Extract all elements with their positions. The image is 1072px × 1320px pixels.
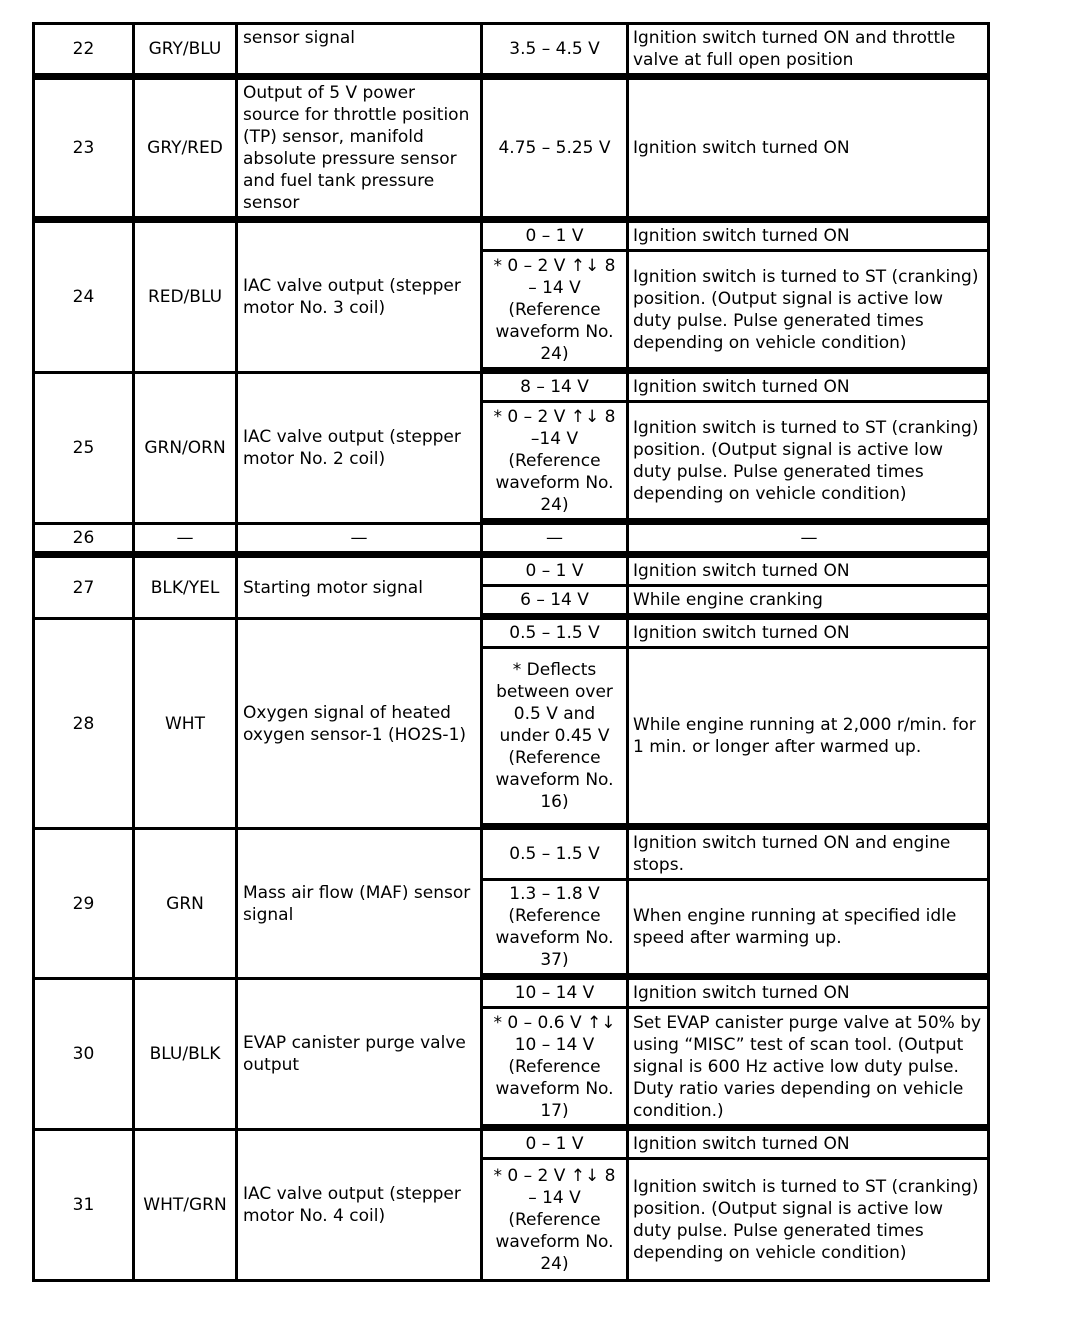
wire-color-cell: GRY/RED	[135, 80, 238, 223]
circuit-cell: IAC valve output (stepper motor No. 3 coil)	[238, 223, 483, 374]
pin-number-cell: 22	[35, 25, 135, 80]
condition-cell: While engine running at 2,000 r/min. for 1 min. or longer after warmed up.	[629, 649, 990, 830]
standard-voltage-cell: 4.75 – 5.25 V	[483, 80, 629, 223]
standard-voltage-cell: 3.5 – 4.5 V	[483, 25, 629, 80]
standard-voltage-cell: * 0 – 0.6 V ↑↓ 10 – 14 V (Reference waveform No. 17)	[483, 1009, 629, 1131]
standard-voltage-cell: —	[483, 525, 629, 558]
table-row	[35, 558, 990, 587]
circuit-cell: Oxygen signal of heated oxygen sensor-1 (HO2S-1)	[238, 620, 483, 830]
table-row	[35, 525, 990, 558]
standard-voltage-cell: * 0 – 2 V ↑↓ 8 – 14 V (Reference waveform No. 24)	[483, 252, 629, 374]
condition-cell: Ignition switch is turned to ST (cranking) position. (Output signal is active low duty pulse. Pulse generated times depending on vehicle condition)	[629, 1160, 990, 1282]
standard-voltage-cell: 0 – 1 V	[483, 1131, 629, 1160]
condition-cell: Ignition switch turned ON	[629, 80, 990, 223]
standard-voltage-cell: 1.3 – 1.8 V (Reference waveform No. 37)	[483, 881, 629, 980]
circuit-cell: —	[238, 525, 483, 558]
standard-voltage-cell: * 0 – 2 V ↑↓ 8 – 14 V (Reference waveform No. 24)	[483, 1160, 629, 1282]
pin-number-cell: 29	[35, 830, 135, 980]
terminal-specification-sheet	[32, 22, 990, 1282]
wire-color-cell: GRY/BLU	[135, 25, 238, 80]
wire-color-cell: WHT	[135, 620, 238, 830]
wire-color-cell: GRN	[135, 830, 238, 980]
circuit-cell: IAC valve output (stepper motor No. 4 coil)	[238, 1131, 483, 1282]
wire-color-cell: BLU/BLK	[135, 980, 238, 1131]
pin-number-cell: 28	[35, 620, 135, 830]
standard-voltage-cell: 10 – 14 V	[483, 980, 629, 1009]
condition-cell: Ignition switch is turned to ST (cranking) position. (Output signal is active low duty pulse. Pulse generated times depending on vehicle condition)	[629, 252, 990, 374]
wire-color-cell: BLK/YEL	[135, 558, 238, 620]
pin-number-cell: 25	[35, 374, 135, 525]
pin-number-cell: 31	[35, 1131, 135, 1282]
circuit-cell: Starting motor signal	[238, 558, 483, 620]
condition-cell: Ignition switch is turned to ST (cranking) position. (Output signal is active low duty pulse. Pulse generated times depending on vehicle condition)	[629, 403, 990, 525]
table-row	[35, 80, 990, 223]
standard-voltage-cell: * 0 – 2 V ↑↓ 8 –14 V (Reference waveform No. 24)	[483, 403, 629, 525]
standard-voltage-cell: 0 – 1 V	[483, 558, 629, 587]
ecm-terminal-table	[32, 22, 990, 1282]
standard-voltage-cell: 0 – 1 V	[483, 223, 629, 252]
table-row	[35, 223, 990, 252]
table-row	[35, 1131, 990, 1160]
circuit-cell: EVAP canister purge valve output	[238, 980, 483, 1131]
pin-number-cell: 30	[35, 980, 135, 1131]
condition-cell: Ignition switch turned ON	[629, 1131, 990, 1160]
condition-cell: When engine running at specified idle speed after warming up.	[629, 881, 990, 980]
table-row	[35, 620, 990, 649]
wire-color-cell: —	[135, 525, 238, 558]
wire-color-cell: WHT/GRN	[135, 1131, 238, 1282]
table-row	[35, 374, 990, 403]
pin-number-cell: 23	[35, 80, 135, 223]
circuit-cell: IAC valve output (stepper motor No. 2 coil)	[238, 374, 483, 525]
pin-number-cell: 26	[35, 525, 135, 558]
circuit-cell: Output of 5 V power source for throttle position (TP) sensor, manifold absolute pressure sensor and fuel tank pressure sensor	[238, 80, 483, 223]
condition-cell: —	[629, 525, 990, 558]
circuit-cell: Mass air flow (MAF) sensor signal	[238, 830, 483, 980]
condition-cell: Ignition switch turned ON	[629, 558, 990, 587]
condition-cell: Ignition switch turned ON and engine stops.	[629, 830, 990, 881]
wire-color-cell: GRN/ORN	[135, 374, 238, 525]
condition-cell: Ignition switch turned ON	[629, 980, 990, 1009]
pin-number-cell: 24	[35, 223, 135, 374]
standard-voltage-cell: 0.5 – 1.5 V	[483, 830, 629, 881]
table-row	[35, 25, 990, 80]
standard-voltage-cell: * Deflects between over 0.5 V and under 0.45 V (Reference waveform No. 16)	[483, 649, 629, 830]
condition-cell: While engine cranking	[629, 587, 990, 620]
condition-cell: Ignition switch turned ON	[629, 374, 990, 403]
table-row	[35, 980, 990, 1009]
standard-voltage-cell: 8 – 14 V	[483, 374, 629, 403]
condition-cell: Ignition switch turned ON	[629, 223, 990, 252]
pin-number-cell: 27	[35, 558, 135, 620]
condition-cell: Ignition switch turned ON	[629, 620, 990, 649]
standard-voltage-cell: 6 – 14 V	[483, 587, 629, 620]
wire-color-cell: RED/BLU	[135, 223, 238, 374]
condition-cell: Set EVAP canister purge valve at 50% by using “MISC” test of scan tool. (Output signal is 600 Hz active low duty pulse. Duty ratio varies depending on vehicle condition.)	[629, 1009, 990, 1131]
circuit-cell: sensor signal	[238, 25, 483, 80]
standard-voltage-cell: 0.5 – 1.5 V	[483, 620, 629, 649]
condition-cell: Ignition switch turned ON and throttle valve at full open position	[629, 25, 990, 80]
table-row	[35, 830, 990, 881]
